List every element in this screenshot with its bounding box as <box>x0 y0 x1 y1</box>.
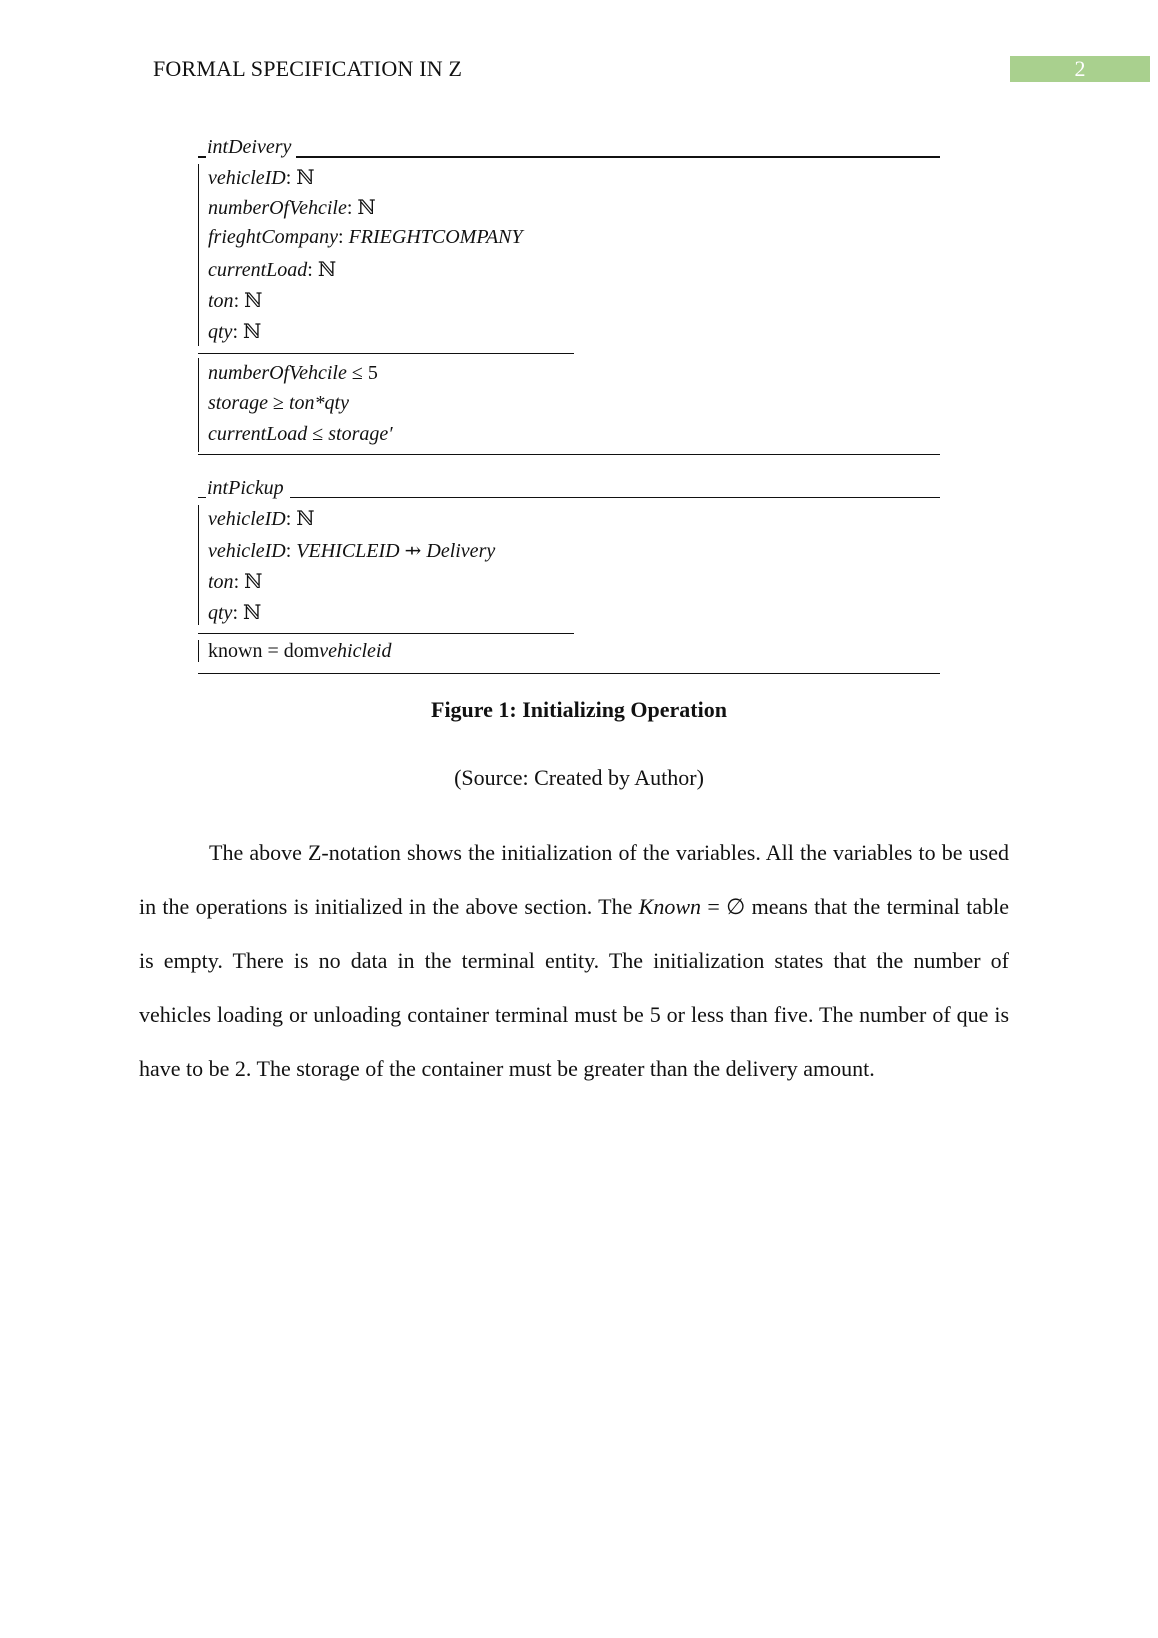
schema-name: intDeivery <box>207 136 292 158</box>
declaration: vehicleID: VEHICLEID ⇸ Delivery <box>208 540 496 562</box>
schema-pred-left-rule <box>198 358 199 452</box>
predicate: currentLoad ≤ storage′ <box>208 423 393 445</box>
declaration: vehicleID: ℕ <box>208 508 315 530</box>
figure-source: (Source: Created by Author) <box>454 765 704 790</box>
schema-bottom-rule <box>198 673 940 674</box>
declaration: ton: ℕ <box>208 290 263 312</box>
page-number: 2 <box>1010 56 1150 82</box>
schema-divider <box>198 633 574 634</box>
declaration: qty: ℕ <box>208 602 262 624</box>
schema-pred-left-rule <box>198 640 199 662</box>
schema-top-rule <box>296 156 940 158</box>
declaration: qty: ℕ <box>208 321 262 343</box>
schema-name: intPickup <box>207 477 284 499</box>
predicate: numberOfVehcile ≤ 5 <box>208 362 378 384</box>
declaration: frieghtCompany: FRIEGHTCOMPANY <box>208 226 523 248</box>
declaration: vehicleID: ℕ <box>208 167 315 189</box>
predicate: storage ≥ ton*qty <box>208 392 349 414</box>
schema-divider <box>198 353 574 354</box>
running-header: FORMAL SPECIFICATION IN Z <box>153 56 463 81</box>
schema-left-rule <box>198 505 199 625</box>
declaration: ton: ℕ <box>208 571 263 593</box>
predicate: known = domvehicleid <box>208 640 392 662</box>
schema-left-rule <box>198 164 199 346</box>
schema-top-rule-left <box>198 156 206 158</box>
schema-top-rule <box>290 497 940 498</box>
body-paragraph: The above Z-notation shows the initialization of the variables. All the variables to be used in the operations is initialized in the above section. The Known = ∅ means that the terminal table is empty. There is no data in the terminal entity. The initialization states that the number of vehicles loading or unloading container terminal must be 5 or less than five. The number of que is have to be 2. The storage of the container must be greater than the delivery amount. <box>139 840 1010 1081</box>
declaration: numberOfVehcile: ℕ <box>208 197 376 219</box>
declaration: currentLoad: ℕ <box>208 259 337 281</box>
schema-top-rule-left <box>198 497 206 498</box>
schema-bottom-rule <box>198 454 940 455</box>
figure-caption: Figure 1: Initializing Operation <box>431 697 727 722</box>
